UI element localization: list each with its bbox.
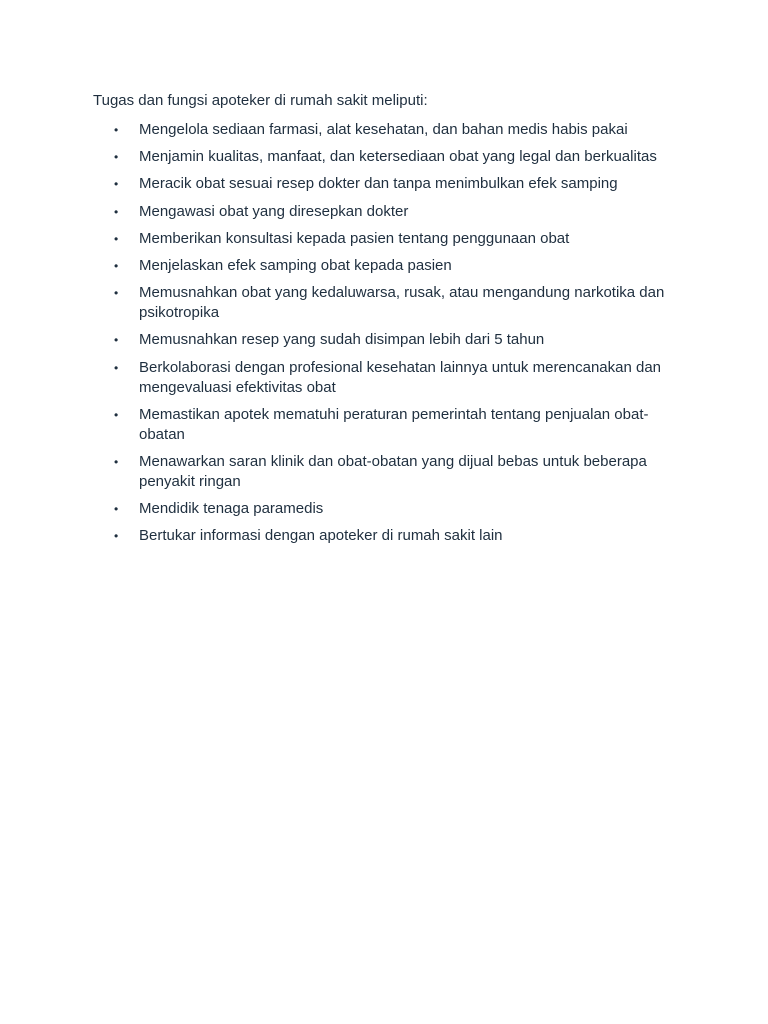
- list-item-text: Meracik obat sesuai resep dokter dan tanpa menimbulkan efek samping: [139, 175, 618, 193]
- list-item: [93, 202, 683, 222]
- list-item-text: Mengawasi obat yang diresepkan dokter: [139, 202, 409, 220]
- list-item-text: Menjamin kualitas, manfaat, dan ketersediaan obat yang legal dan berkualitas: [139, 148, 657, 166]
- bullet-icon: •: [114, 454, 119, 469]
- bullet-icon: •: [114, 502, 119, 517]
- list-item-text: Memastikan apotek mematuhi peraturan pemerintah tentang penjualan obat-obatan: [139, 405, 649, 443]
- bullet-icon: •: [114, 360, 119, 375]
- bullet-icon: •: [114, 123, 119, 137]
- list-item-text: Mendidik tenaga paramedis: [139, 500, 324, 518]
- list-item-text: Memusnahkan obat yang kedaluwarsa, rusak, atau mengandung narkotika dan psikotropika: [139, 284, 665, 322]
- list-item: [93, 174, 683, 194]
- list-item-text: Berkolaborasi dengan profesional kesehatan lainnya untuk merencanakan dan mengevaluasi efektivitas obat: [139, 358, 662, 396]
- bullet-icon: •: [114, 177, 119, 192]
- list-item: [93, 499, 683, 519]
- bullet-icon: •: [114, 529, 119, 544]
- bullet-icon: •: [114, 407, 119, 422]
- list-item: [93, 256, 683, 276]
- list-item-text: Menawarkan saran klinik dan obat-obatan yang dijual bebas untuk beberapa penyakit ringan: [139, 452, 647, 490]
- list-item: [93, 120, 683, 140]
- list-item: [93, 283, 683, 323]
- duties-list: [93, 120, 683, 553]
- list-item: [93, 405, 683, 445]
- list-item: [93, 452, 683, 492]
- bullet-icon: •: [114, 204, 119, 219]
- bullet-icon: •: [114, 286, 119, 301]
- bullet-icon: •: [114, 333, 119, 348]
- list-item-text: Menjelaskan efek samping obat kepada pasien: [139, 256, 452, 274]
- list-item-text: Mengelola sediaan farmasi, alat kesehatan, dan bahan medis habis pakai: [139, 121, 628, 138]
- list-item-text: Memusnahkan resep yang sudah disimpan lebih dari 5 tahun: [139, 331, 545, 349]
- bullet-icon: •: [114, 150, 119, 165]
- list-item-text: Bertukar informasi dengan apoteker di rumah sakit lain: [139, 527, 503, 545]
- list-item: [93, 526, 683, 546]
- list-item: [93, 330, 683, 350]
- bullet-icon: •: [114, 258, 119, 273]
- list-item: [93, 147, 683, 167]
- intro-paragraph: Tugas dan fungsi apoteker di rumah sakit meliputi:: [93, 92, 428, 109]
- list-item: [93, 229, 683, 249]
- bullet-icon: •: [114, 231, 119, 246]
- list-item: [93, 358, 683, 398]
- list-item-text: Memberikan konsultasi kepada pasien tentang penggunaan obat: [139, 229, 570, 247]
